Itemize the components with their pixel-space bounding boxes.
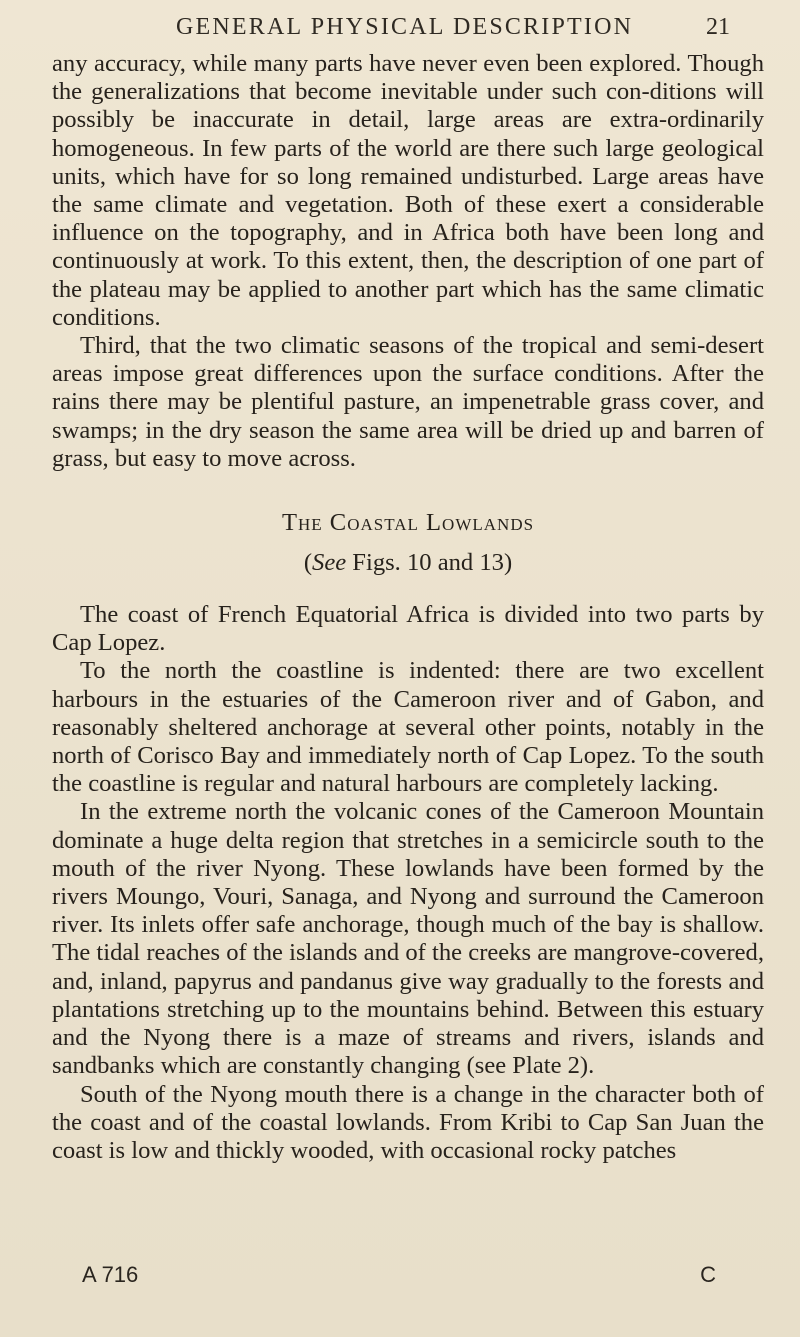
- paragraph-north-coast: To the north the coastline is indented: there are two excellent harbours in the estuaries of the Cameroon river and of Gabon, and reasonably sheltered anchorage at several other points, notably in the north of Corisco Bay and immediately north of Cap Lopez. To the south the coastline is regular and natural harbours are completely lacking.: [52, 657, 764, 798]
- subheading-paren: (: [303, 549, 313, 577]
- paragraph-coast-division: The coast of French Equatorial Africa is divided into two parts by Cap Lopez.: [52, 601, 764, 657]
- paragraph-south-nyong: South of the Nyong mouth there is a change in the character both of the coast and of the coastal lowlands. From Kribi to Cap San Juan the coast is low and thickly wooded, with occasional rocky patches: [52, 1080, 764, 1164]
- section-subheading: [52, 549, 764, 577]
- paragraph-continued: any accuracy, while many parts have never even been explored. Though the generalizations that become inevitable under such con-ditions will possibly be inaccurate in detail, large areas are extra-ordinarily homogeneous. In few parts of the world are there such large geological units, which have for so long remained undisturbed. Large areas have the same climate and vegetation. Both of these exert a considerable influence on the topography, and in Africa both have been long and continuously at work. To this extent, then, the description of one part of the plateau may be applied to another part which has the same climatic conditions.: [52, 50, 764, 331]
- subheading-see: See: [312, 549, 347, 577]
- page-number: 21: [706, 14, 730, 40]
- paragraph-cameroon-delta: In the extreme north the volcanic cones of the Cameroon Mountain dominate a huge delta region that stretches in a semicircle south to the mouth of the river Nyong. These lowlands have been formed by the rivers Moungo, Vouri, Sanaga, and Nyong and surround the Cameroon river. Its inlets offer safe anchorage, though much of the bay is shallow. The tidal reaches of the islands and of the creeks are mangrove-covered, and, inland, papyrus and pandanus give way gradually to the forests and plantations stretching up to the mountains behind. Between this estuary and the Nyong there is a maze of streams and rivers, islands and sandbanks which are constantly changing (see Plate 2).: [52, 798, 764, 1080]
- subheading-figs: Figs. 10 and 13): [346, 549, 513, 577]
- paragraph-third-point: Third, that the two climatic seasons of the tropical and semi-desert areas impose great differences upon the surface conditions. After the rains there may be plentiful pasture, an impenetrable grass cover, and swamps; in the dry season the same area will be dried up and barren of grass, but easy to move across.: [52, 332, 764, 472]
- running-head: GENERAL PHYSICAL DESCRIPTION: [176, 14, 634, 40]
- gathering-letter: C: [700, 1262, 716, 1287]
- section-heading: The Coastal Lowlands: [281, 509, 535, 537]
- page-footer: [82, 1262, 716, 1288]
- body-text: [52, 50, 764, 1165]
- signature-mark: A 716: [82, 1262, 139, 1287]
